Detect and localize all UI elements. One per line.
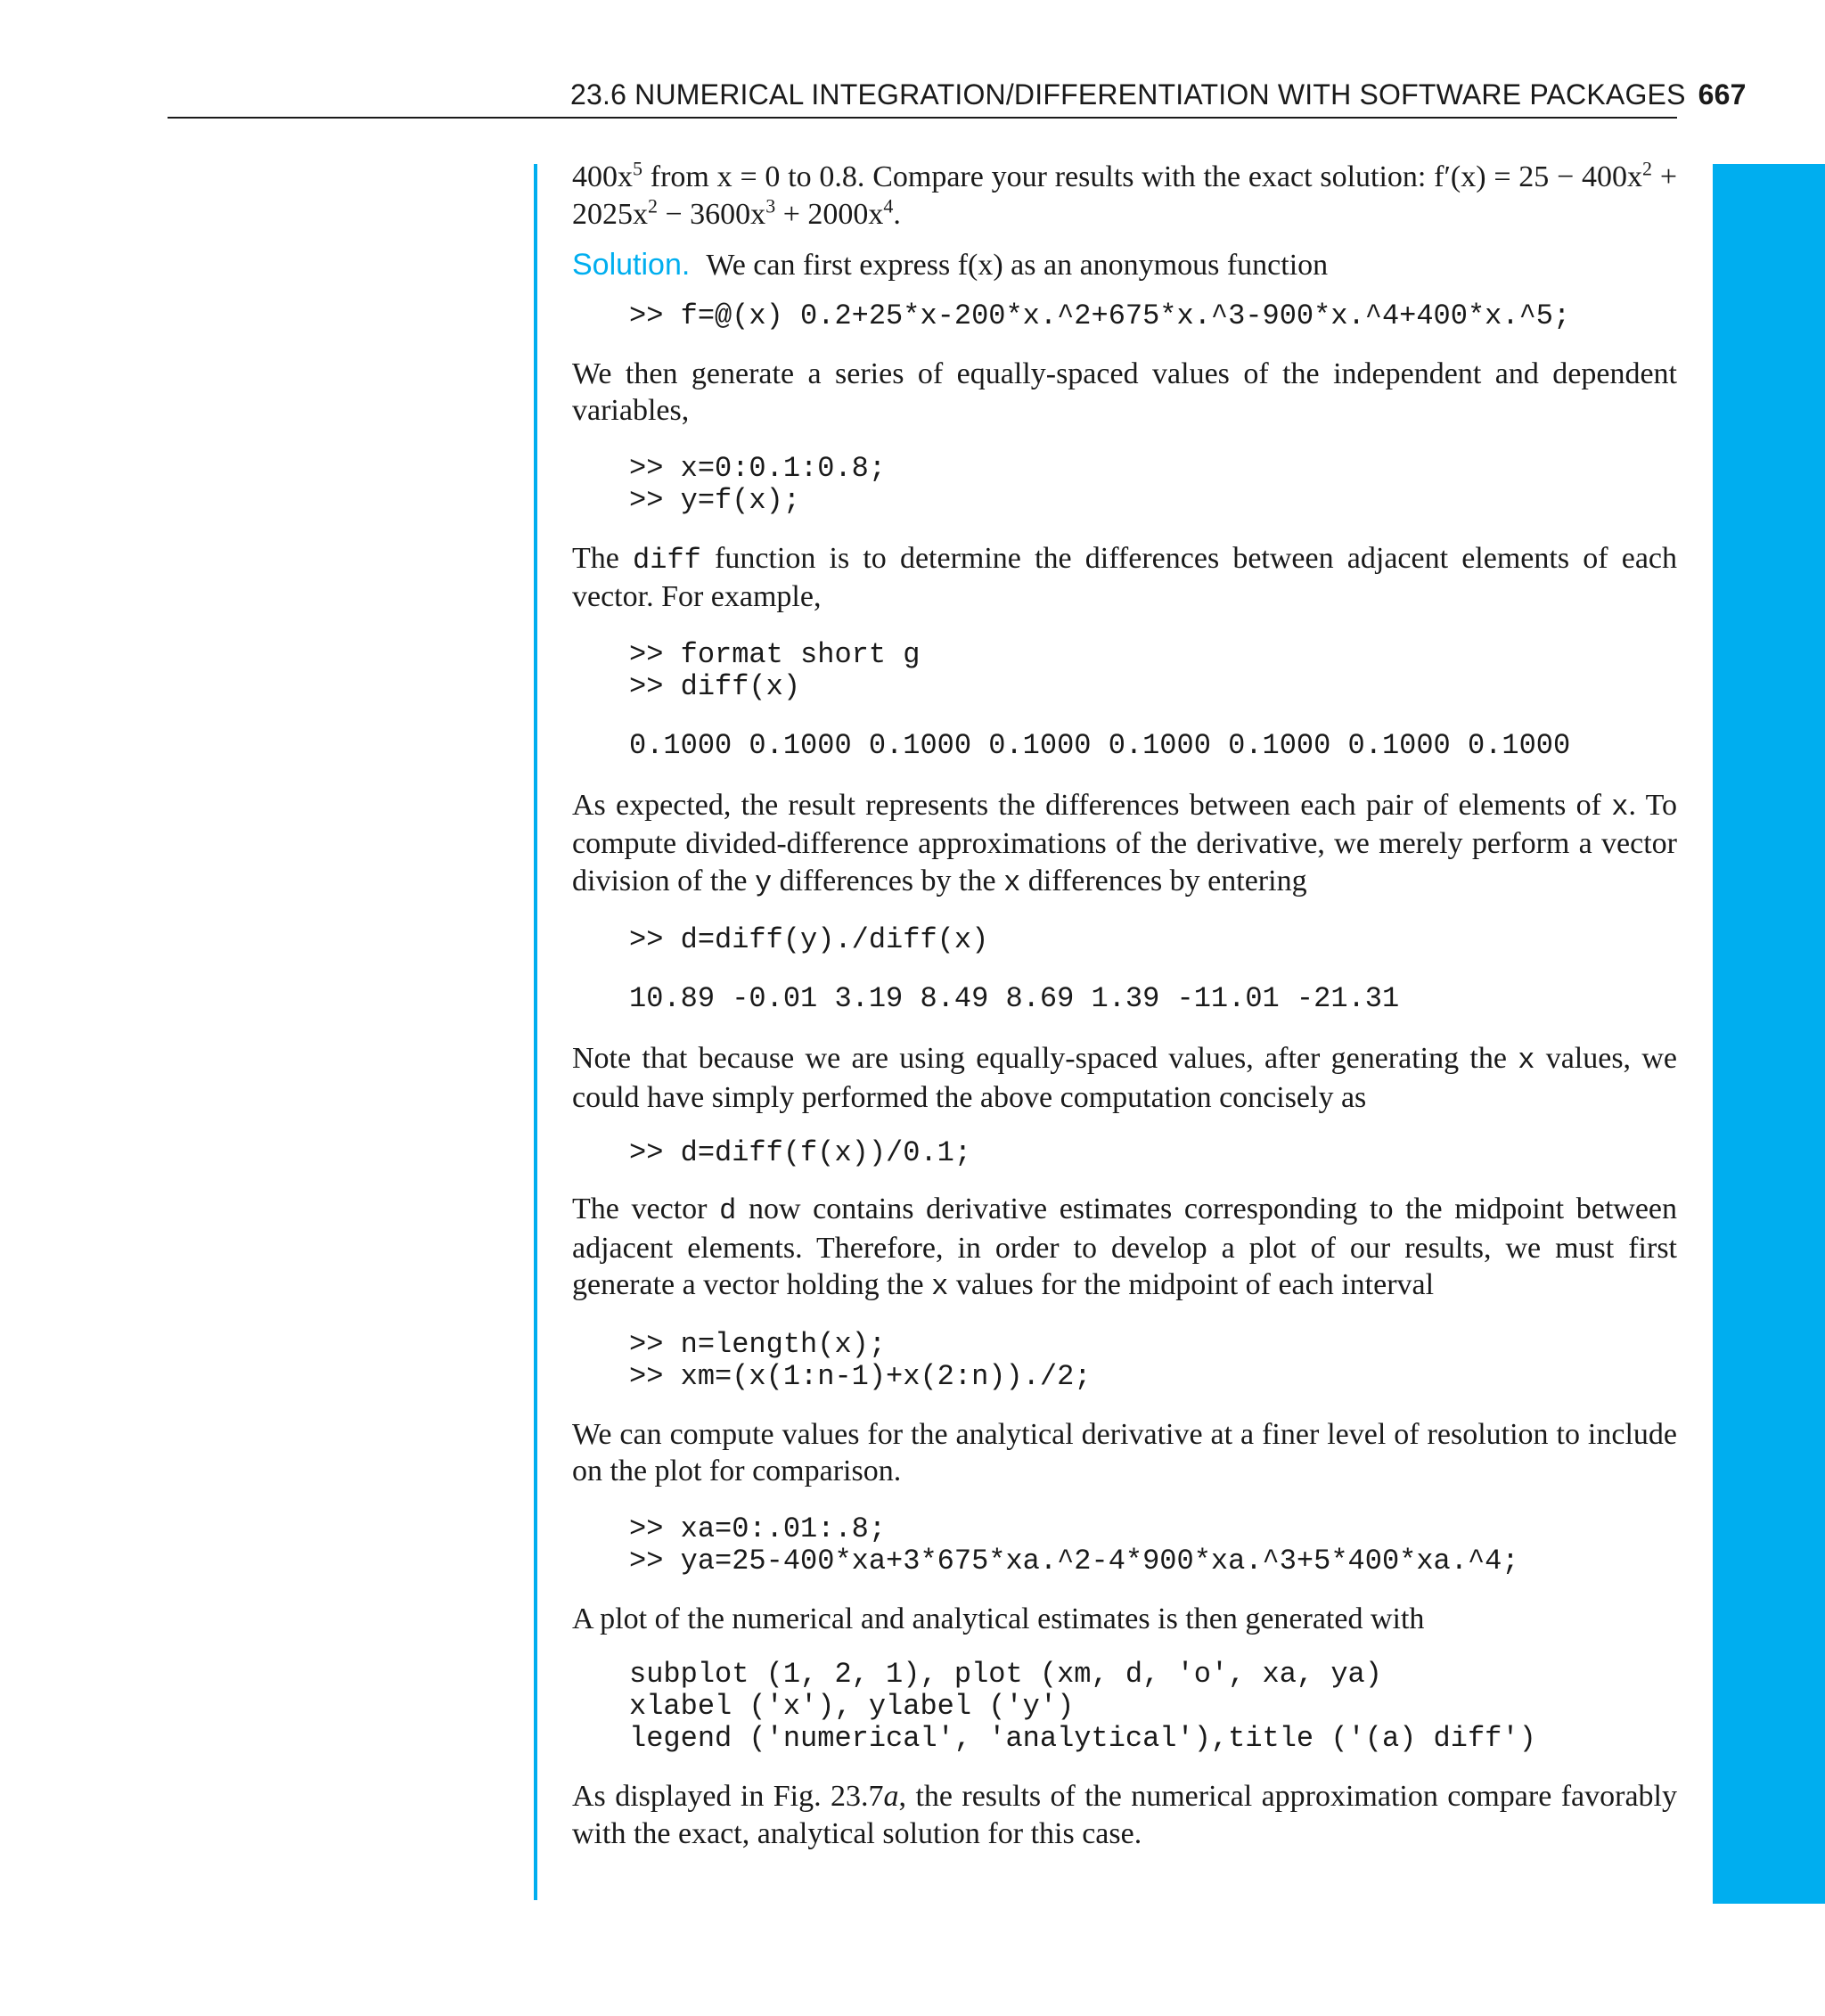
generate-paragraph: We then generate a series of equally-spaced values of the independent and dependent variables, [572,356,1677,427]
running-title: 23.6 NUMERICAL INTEGRATION/DIFFERENTIATION WITH SOFTWARE PACKAGES [570,78,1686,111]
expected-paragraph: As expected, the result represents the differences between each pair of elements of x. To compute divided-difference approximations of the derivative, we merely perform a vector division of the y differences by the x differences by entering [572,788,1677,899]
displayed-paragraph: As displayed in Fig. 23.7a, the results of the numerical approximation compare favorably with the exact, analytical solution for this case. [572,1780,1677,1850]
page-body [572,159,1677,1852]
code-line: >> diff(x) [629,669,801,703]
compute-paragraph: We can compute values for the analytical derivative at a finer level of resolution to include on the plot for comparison. [572,1417,1677,1487]
code-output-d: 10.89 -0.01 3.19 8.49 8.69 1.39 -11.01 -21.31 [629,982,1400,1015]
example-margin-bar [534,164,537,1900]
code-block-plot [572,1659,1677,1755]
solution-label: Solution. [572,248,691,282]
code-line: >> ya=25-400*xa+3*675*xa.^2-4*900*xa.^3+5*400*xa.^4; [629,1544,1519,1578]
code-output-diffx: 0.1000 0.1000 0.1000 0.1000 0.1000 0.1000 0.1000 0.1000 [629,728,1571,762]
code-block-xy [572,453,1677,517]
diff-paragraph: The diff function is to determine the differences between adjacent elements of each vector. For example, [572,541,1677,613]
vector-paragraph: The vector d now contains derivative estimates corresponding to the midpoint between adjacent elements. Therefore, in order to develop a plot of our results, we must first generate a vector holding the x values for the midpoint of each interval [572,1192,1678,1303]
code-line: >> xa=0:.01:.8; [629,1512,887,1545]
intro-paragraph: $400x^5$ from x = 0 to 0.8. Compare your results with the exact solution: $f'(x) = 25 - 400x^2 + 2025x^2 - 3600x^3 + 2000x^4$. [572,157,1677,231]
code-line: >> xm=(x(1:n-1)+x(2:n))./2; [629,1359,1092,1393]
solution-paragraph [572,247,1677,284]
code-line: >> n=length(x); [629,1327,887,1361]
code-line: legend ('numerical', 'analytical'),title ('(a) diff') [629,1722,1536,1755]
code-line: >> format short g [629,637,921,671]
solution-text: We can first express f(x) as an anonymous function [706,249,1329,282]
code-line: subplot (1, 2, 1), plot (xm, d, 'o', xa, ya) [629,1658,1382,1691]
code-anonymous-function: >> f=@(x) 0.2+25*x-200*x.^2+675*x.^3-900*x.^4+400*x.^5; [629,299,1571,332]
code-d-calc: >> d=diff(y)./diff(x) [629,923,989,956]
code-line: >> y=f(x); [629,483,801,517]
note-paragraph: Note that because we are using equally-spaced values, after generating the x values, we could have simply performed the above computation concisely as [572,1042,1677,1114]
plot-paragraph: A plot of the numerical and analytical estimates is then generated with [572,1602,1425,1635]
running-head [570,78,1747,111]
code-d-concise: >> d=diff(f(x))/0.1; [629,1136,972,1169]
code-block-midpoint [572,1329,1677,1393]
code-block-analytical [572,1513,1677,1578]
code-block-diff [572,639,1677,703]
code-line: xlabel ('x'), ylabel ('y') [629,1690,1075,1723]
header-rule [168,117,1677,119]
side-thumb-tab [1713,164,1825,1904]
page-number: 667 [1698,78,1747,111]
code-line: >> x=0:0.1:0.8; [629,451,887,485]
